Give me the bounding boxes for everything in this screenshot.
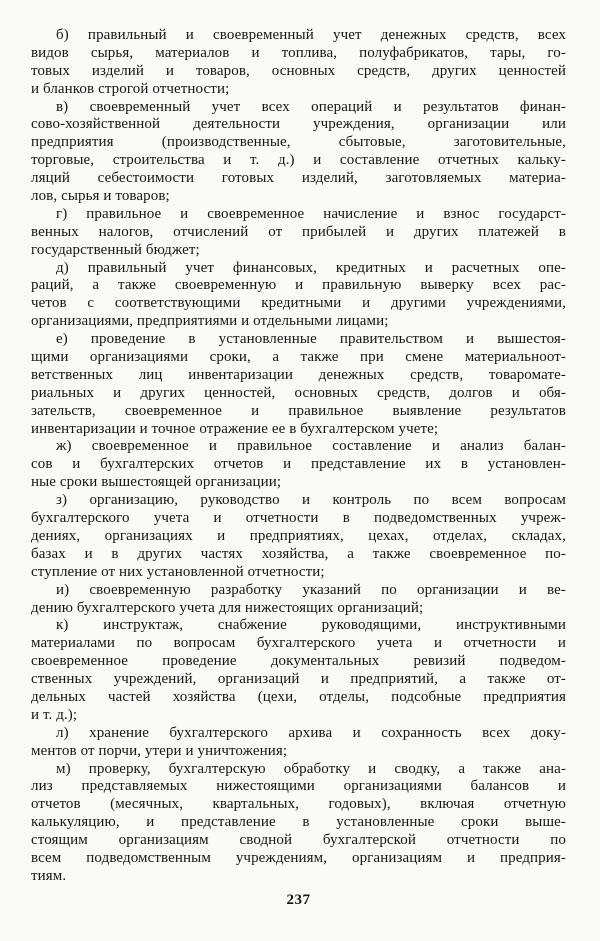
text-line: сов и бухгалтерских отчетов и представление их в установлен- bbox=[31, 456, 566, 473]
text-line: к) инструктаж, снабжение руководящими, инструктивными bbox=[56, 617, 566, 634]
text-line: е) проведение в установленные правительством и вышестоя- bbox=[56, 331, 566, 348]
text-line: ментов от порчи, утери и уничтожения; bbox=[31, 742, 288, 759]
text-line: базах и в других частях хозяйства, а также своевременное по- bbox=[31, 545, 566, 562]
paragraph-г bbox=[31, 206, 566, 260]
text-line: государственный бюджет; bbox=[31, 241, 200, 258]
paragraph-б bbox=[31, 27, 566, 99]
text-line: материалами по вопросам бухгалтерского учета и отчетности и bbox=[31, 635, 566, 652]
paragraph-к bbox=[31, 617, 566, 724]
paragraph-л bbox=[31, 725, 566, 761]
paragraph-з bbox=[31, 492, 566, 581]
text-line: дениях, организациях и предприятиях, цехах, отделах, складах, bbox=[31, 527, 566, 544]
text-line: тиям. bbox=[31, 867, 67, 884]
paragraph-и bbox=[31, 582, 566, 618]
text-line: калькуляцию, и представление в установленные сроки выше- bbox=[31, 814, 566, 831]
text-line: раций, а также своевременную и правильную выверку всех рас- bbox=[31, 277, 566, 294]
text-line: зательств, своевременное и правильное выявление результатов bbox=[31, 402, 566, 419]
paragraph-м bbox=[31, 761, 566, 886]
text-line: лиз представляемых нижестоящими организациями балансов и bbox=[31, 778, 566, 795]
text-line: б) правильный и своевременный учет денежных средств, всех bbox=[56, 27, 566, 43]
text-line: м) проверку, бухгалтерскую обработку и сводку, а также ана- bbox=[56, 760, 566, 777]
text-line: инвентаризации и точное отражение ее в бухгалтерском учете; bbox=[31, 420, 439, 437]
text-line: ляций себестоимости готовых изделий, заготовляемых материа- bbox=[31, 170, 566, 187]
text-line: д) правильный учет финансовых, кредитных и расчетных опе- bbox=[56, 259, 566, 276]
text-line: видов сырья, материалов и топлива, полуфабрикатов, тары, го- bbox=[31, 44, 566, 61]
text-line: щими организациями сроки, а также при смене материальноот- bbox=[31, 349, 566, 366]
text-line: венных налогов, отчислений от прибылей и других платежей в bbox=[31, 223, 566, 240]
text-line: в) своевременный учет всех операций и результатов финан- bbox=[56, 98, 566, 115]
text-line: бухгалтерского учета и отчетности в подведомственных учреж- bbox=[31, 510, 566, 527]
paragraph-д bbox=[31, 260, 566, 332]
text-line: организациями, предприятиями и отдельными лицами; bbox=[31, 313, 389, 330]
text-line: дению бухгалтерского учета для нижестоящих организаций; bbox=[31, 599, 424, 616]
text-line: ные сроки вышестоящей организации; bbox=[31, 474, 282, 491]
text-line: товых изделий и товаров, основных средств, других ценностей bbox=[31, 62, 566, 79]
text-line: сово-хозяйственной деятельности учреждения, организации или bbox=[31, 116, 566, 133]
text-line: всем подведомственным учреждениям, организациям и предприя- bbox=[31, 849, 566, 866]
text-line: лов, сырья и товаров; bbox=[31, 188, 170, 205]
page-number: 237 bbox=[286, 891, 311, 908]
text-line: отчетов (месячных, квартальных, годовых), включая отчетную bbox=[31, 796, 566, 813]
text-line: стоящим организациям сводной бухгалтерской отчетности по bbox=[31, 832, 566, 849]
text-line: и т. д.); bbox=[31, 706, 78, 723]
paragraph-е bbox=[31, 331, 566, 438]
text-line: предприятия (производственные, сбытовые, заготовительные, bbox=[31, 134, 566, 151]
text-line: торговые, строительства и т. д.) и составление отчетных кальку- bbox=[31, 152, 566, 169]
paragraph-в bbox=[31, 99, 566, 206]
text-line: з) организацию, руководство и контроль по всем вопросам bbox=[56, 492, 566, 509]
text-line: и бланков строгой отчетности; bbox=[31, 80, 230, 97]
text-line: ступление от них установленной отчетности; bbox=[31, 563, 325, 580]
text-line: ж) своевременное и правильное составление и анализ балан- bbox=[56, 438, 566, 455]
text-line: л) хранение бухгалтерского архива и сохранность всех доку- bbox=[56, 724, 566, 741]
text-line: ственных учреждений, организаций и предприятий, а также от- bbox=[31, 671, 566, 688]
text-line: четов с соответствующими кредитными и другими учреждениями, bbox=[31, 295, 566, 312]
text-line: дельных частей хозяйства (цехи, отделы, подсобные предприятия bbox=[31, 688, 566, 705]
text-line: риальных и других ценностей, основных средств, долгов и обя- bbox=[31, 384, 566, 401]
text-line: ветственных лиц инвентаризации денежных средств, товаромате- bbox=[31, 366, 566, 383]
text-line: г) правильное и своевременное начисление и взнос государст- bbox=[56, 205, 566, 222]
paragraph-ж bbox=[31, 438, 566, 492]
body-text bbox=[31, 27, 566, 886]
text-line: своевременное проведение документальных ревизий подведом- bbox=[31, 653, 566, 670]
text-line: и) своевременную разработку указаний по организации и ве- bbox=[56, 581, 566, 598]
